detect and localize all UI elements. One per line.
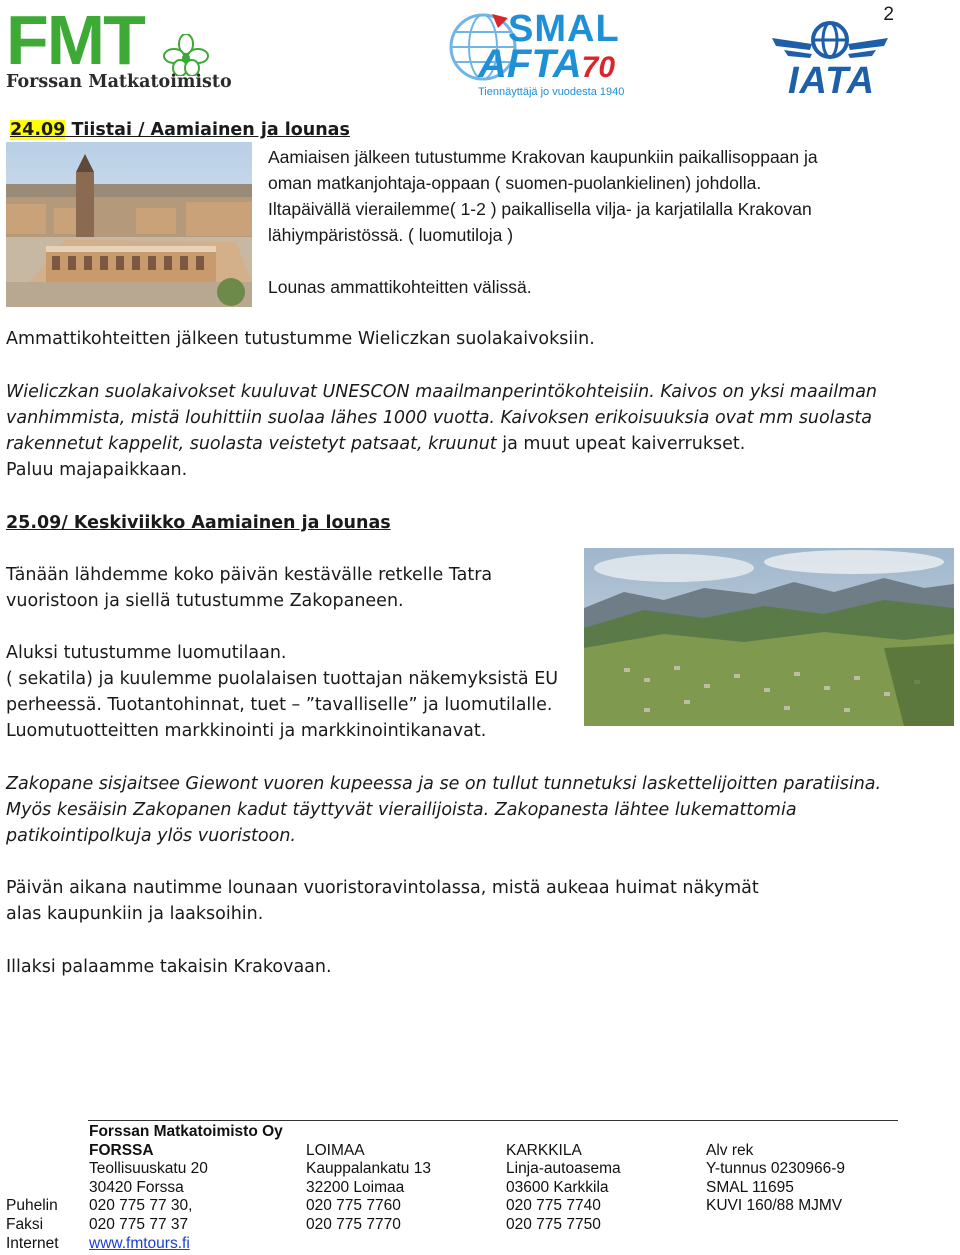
tatra-mountains-photo — [584, 548, 954, 726]
footer-business-id: Y-tunnus 0230966-9 — [706, 1160, 846, 1177]
day2-p4-line-1: Päivän aikana nautimme lounaan vuoristoravintolassa, mistä aukeaa huimat näkymät — [6, 878, 759, 898]
day1-line-1: Aamiaisen jälkeen tutustumme Krakovan kaupunkiin paikallisoppaan ja — [268, 147, 818, 167]
footer-forssa-title: FORSSA — [89, 1142, 154, 1159]
footer-kuvi-number: KUVI 160/88 MJMV — [706, 1197, 843, 1214]
day2-p2-line-2: ( sekatila) ja kuulemme puolalaisen tuottajan näkemyksistä EU — [6, 669, 559, 689]
footer-loimaa-street: Kauppalankatu 13 — [306, 1160, 431, 1177]
day2-p1-line-1: Tänään lähdemme koko päivän kestävälle retkelle Tatra — [6, 565, 493, 585]
day1-heading: 24.09 Tiistai / Aamiainen ja lounas — [10, 120, 350, 140]
footer-loimaa-title: LOIMAA — [306, 1142, 365, 1159]
fmt-logo-text: FMT — [6, 1, 144, 79]
footer-forssa-phone: 020 775 77 30, — [89, 1197, 193, 1214]
footer-divider — [88, 1120, 898, 1121]
footer-loimaa-fax: 020 775 7770 — [306, 1216, 401, 1233]
footer-label-fax: Faksi — [6, 1216, 44, 1233]
day2-p3-line-2: Myös kesäisin Zakopanen kadut täyttyvät vierailijoista. Zakopanesta lähtee lukemattomia — [6, 800, 797, 820]
smal-afta-logo — [448, 8, 638, 102]
day1-return: Paluu majapaikkaan. — [6, 460, 188, 480]
day1-italic-line-1: Wieliczkan suolakaivokset kuuluvat UNESCON maailmanperintökohteisiin. Kaivos on yksi maailman — [6, 382, 878, 402]
krakow-market-square-photo — [6, 142, 252, 307]
footer-karkkila-fax: 020 775 7750 — [506, 1216, 601, 1233]
fmt-logo — [6, 1, 236, 96]
day1-line-5: Lounas ammattikohteitten välissä. — [268, 277, 532, 297]
day1-line-2: oman matkanjohtaja-oppaan ( suomen-puolankielinen) johdolla. — [268, 173, 762, 193]
footer-karkkila-street: Linja-autoasema — [506, 1160, 621, 1177]
day2-p3-line-3: patikointipolkuja ylös vuoristoon. — [6, 826, 296, 846]
day1-line-4: lähiympäristössä. ( luomutiloja ) — [268, 225, 514, 245]
day2-p1-line-2: vuoristoon ja siellä tutustumme Zakopaneen. — [6, 591, 404, 611]
day2-p5: Illaksi palaamme takaisin Krakovaan. — [6, 957, 332, 977]
iata-globe-wings-icon — [770, 20, 890, 64]
day1-italic-line-2: vanhimmista, mistä louhittiin suolaa lähes 1000 vuotta. Kaivoksen erikoisuuksia ovat mm suolasta — [6, 408, 873, 428]
smal-tagline: Tiennäyttäjä jo vuodesta 1940 — [478, 86, 625, 98]
footer-karkkila-postal: 03600 Karkkila — [506, 1179, 609, 1196]
day2-p2-line-1: Aluksi tutustumme luomutilaan. — [6, 643, 287, 663]
day2-p4-line-2: alas kaupunkiin ja laaksoihin. — [6, 904, 264, 924]
day1-line-3: Iltapäivällä vierailemme( 1-2 ) paikallisella vilja- ja karjatilalla Krakovan — [268, 199, 812, 219]
footer-label-internet: Internet — [6, 1235, 59, 1252]
smal-text: SMAL — [508, 8, 620, 50]
afta-text: AFTA70 — [478, 42, 616, 86]
day2-p2-line-4: Luomutuotteitten markkinointi ja markkinointikanavat. — [6, 721, 487, 741]
footer-website-link[interactable]: www.fmtours.fi — [89, 1235, 190, 1252]
iata-text: IATA — [788, 60, 876, 102]
footer-label-phone: Puhelin — [6, 1197, 58, 1214]
fmt-logo-name: Forssan Matkatoimisto — [6, 72, 232, 92]
footer-smal-number: SMAL 11695 — [706, 1179, 794, 1196]
footer-company: Forssan Matkatoimisto Oy — [89, 1123, 283, 1140]
flower-icon — [156, 34, 216, 76]
footer-loimaa-phone: 020 775 7760 — [306, 1197, 401, 1214]
footer-forssa-fax: 020 775 77 37 — [89, 1216, 189, 1233]
day2-heading: 25.09/ Keskiviikko Aamiainen ja lounas — [6, 513, 391, 533]
day2-p3-line-1: Zakopane sisjaitsee Giewont vuoren kupeessa ja se on tullut tunnetuksi laskettelijoitten paratiisina. — [6, 774, 882, 794]
footer-karkkila-phone: 020 775 7740 — [506, 1197, 601, 1214]
day2-p2-line-3: perheessä. Tuotantohinnat, tuet – ”tavalliselle” ja luomutilalle. — [6, 695, 553, 715]
day1-wieliczka-intro: Ammattikohteitten jälkeen tutustumme Wieliczkan suolakaivoksiin. — [6, 329, 595, 349]
footer-forssa-postal: 30420 Forssa — [89, 1179, 184, 1196]
iata-logo — [770, 20, 890, 100]
footer-karkkila-title: KARKKILA — [506, 1142, 582, 1159]
footer-forssa-street: Teollisuuskatu 20 — [89, 1160, 208, 1177]
footer-vat-registered: Alv rek — [706, 1142, 754, 1159]
page-number: 2 — [883, 4, 894, 25]
day1-italic-line-3: rakennetut kappelit, suolasta veistetyt patsaat, kruunut ja muut upeat kaiverrukset. — [6, 434, 746, 454]
footer-loimaa-postal: 32200 Loimaa — [306, 1179, 405, 1196]
